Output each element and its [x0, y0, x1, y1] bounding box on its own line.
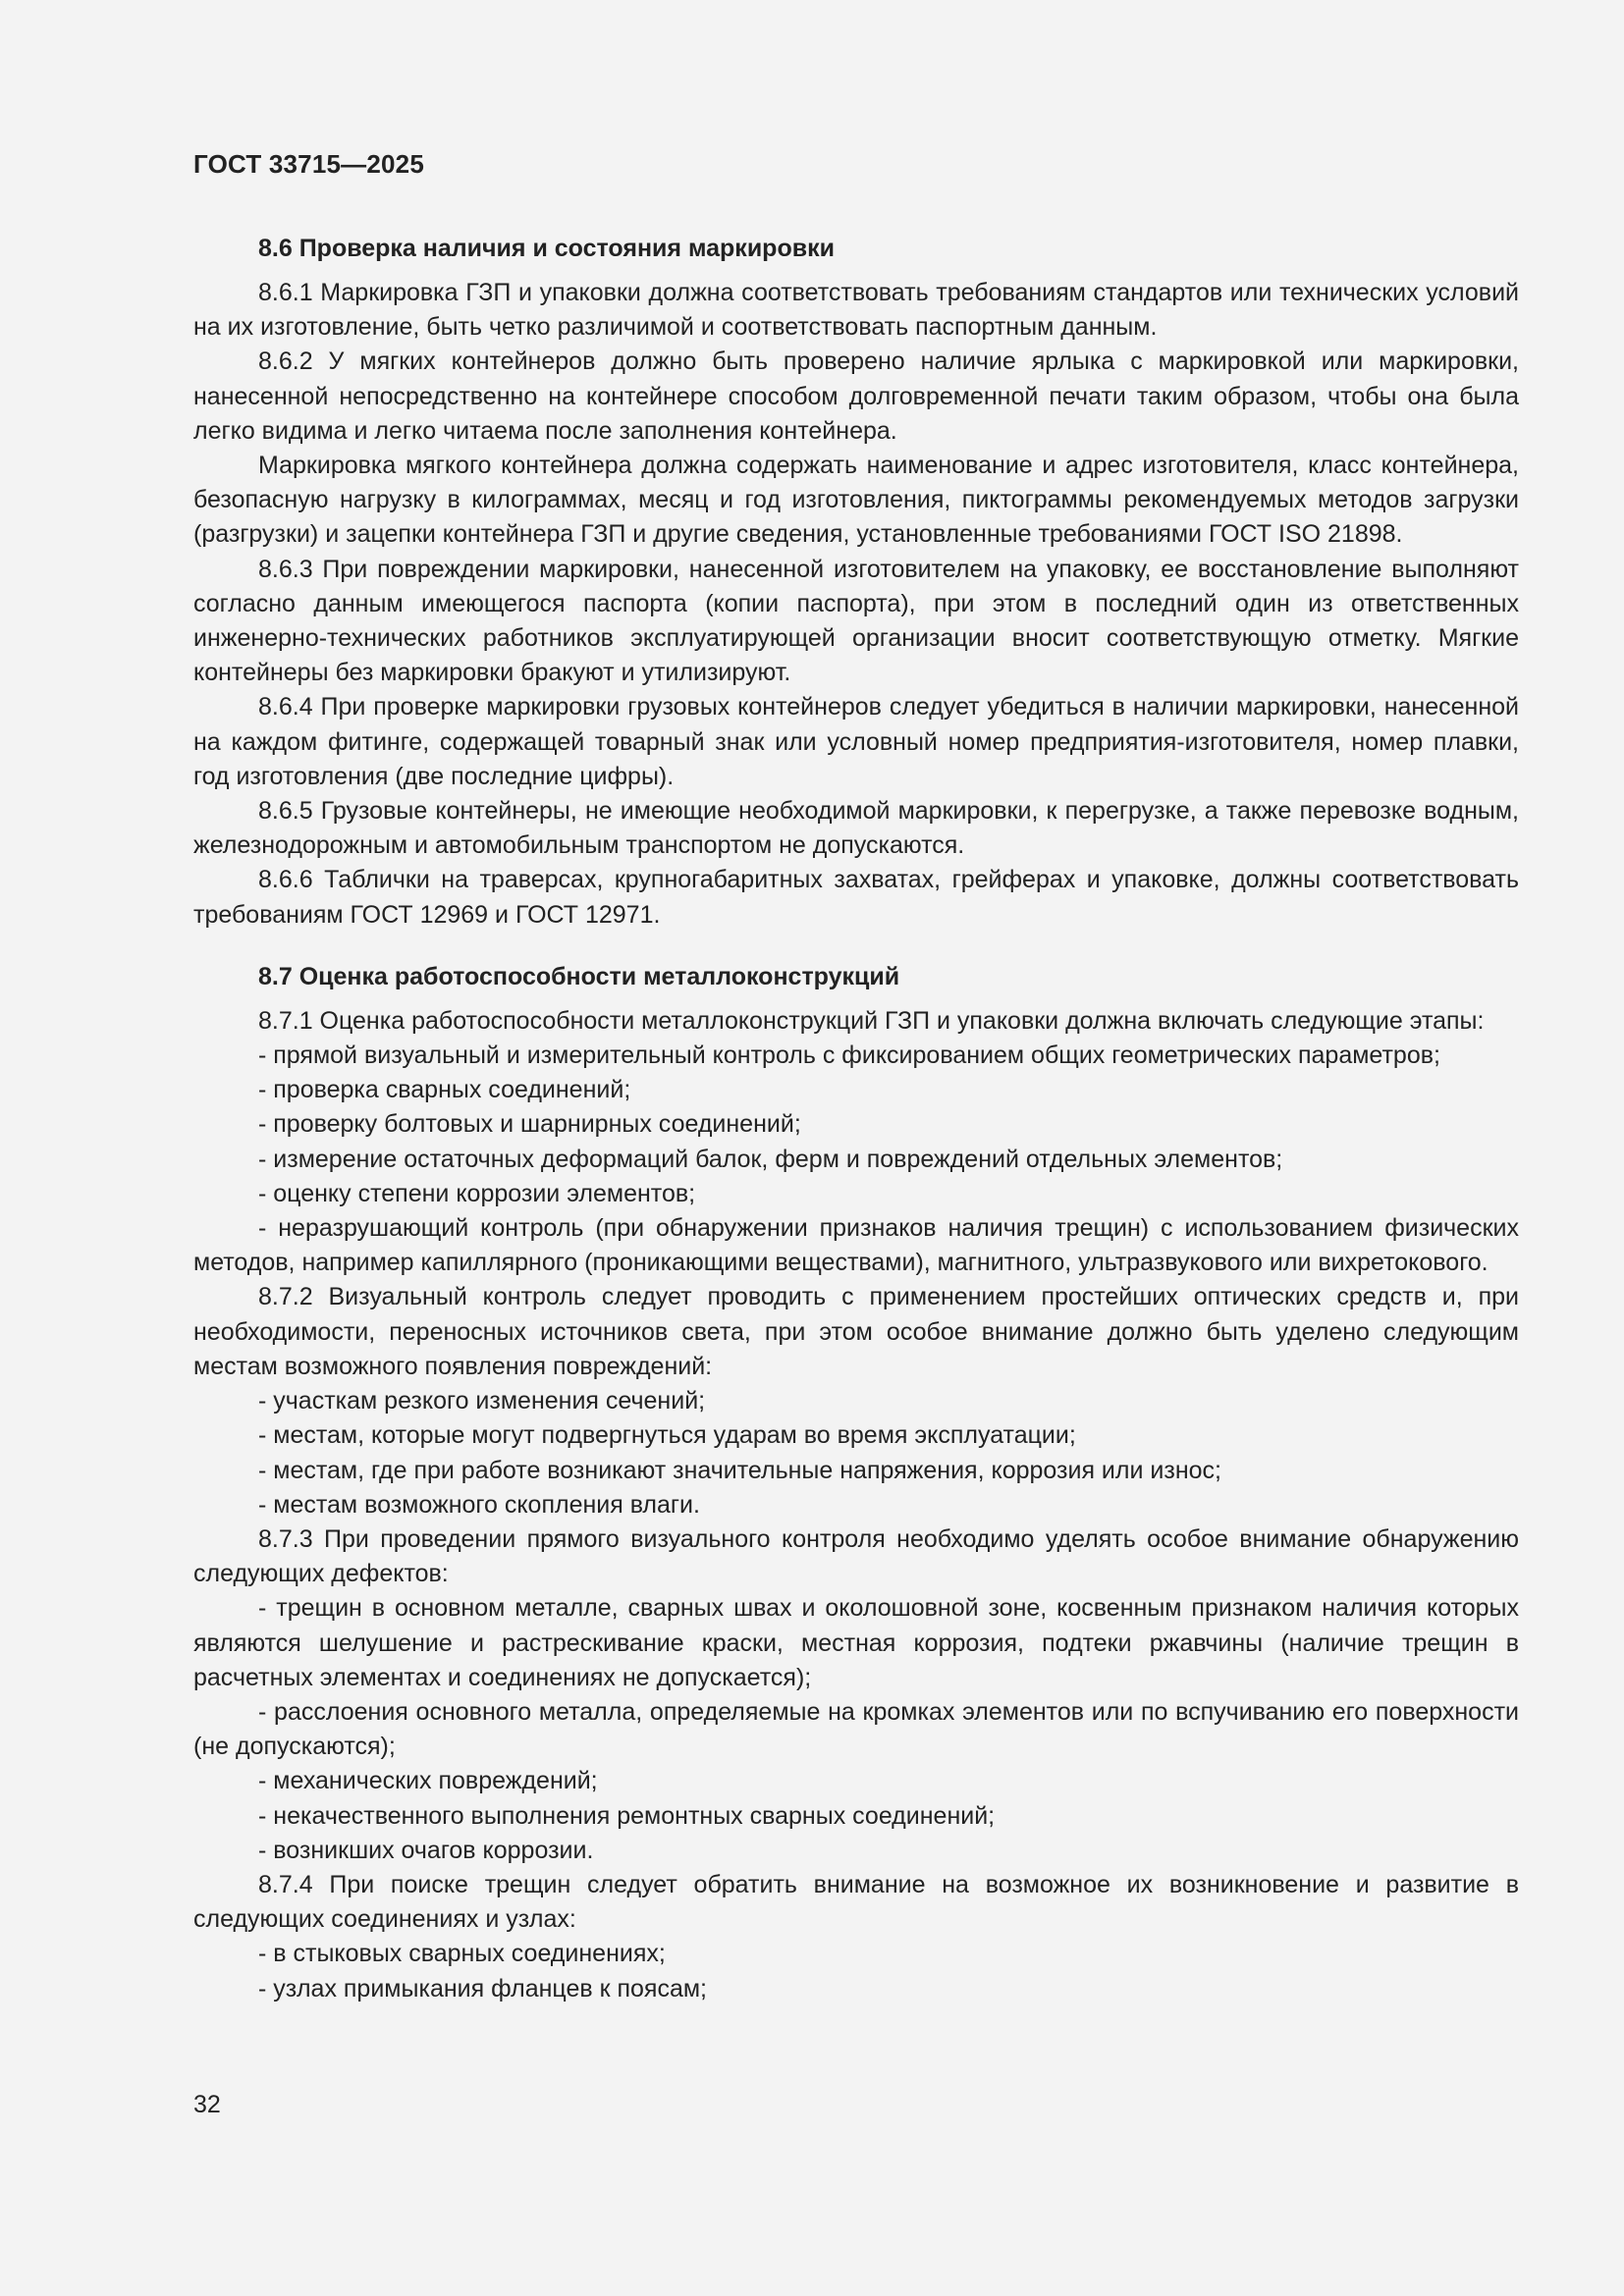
list-item: - измерение остаточных деформаций балок, ферм и повреждений отдельных элементов; [258, 1145, 1283, 1173]
list-item: - местам, где при работе возникают значительные напряжения, коррозия или износ; [258, 1456, 1221, 1484]
paragraph-8-6-1: 8.6.1 Маркировка ГЗП и упаковки должна соответствовать требованиям стандартов или технических условий на их изготовление, быть четко различимой и соответствовать паспортным данным. [193, 279, 1519, 342]
list-item: - узлах примыкания фланцев к поясам; [258, 1974, 707, 2002]
paragraph-8-6-6: 8.6.6 Таблички на траверсах, крупногабаритных захватах, грейферах и упаковке, должны соответствовать требованиям ГОСТ 12969 и ГОСТ 12971. [193, 866, 1519, 929]
list-item: - местам возможного скопления влаги. [258, 1490, 700, 1519]
paragraph-8-6-2: 8.6.2 У мягких контейнеров должно быть проверено наличие ярлыка с маркировкой или маркировки, нанесенной непосредственно на контейнере способом долговременной печати таким образом, чтобы она была легко видима и легко читаема после заполнения контейнера. [193, 347, 1519, 445]
paragraph-8-7-3: 8.7.3 При проведении прямого визуального контроля необходимо уделять особое внимание обнаружению следующих дефектов: [193, 1524, 1519, 1588]
section-heading-8-7: 8.7 Оценка работоспособности металлоконструкций [258, 962, 900, 990]
paragraph-8-6-4: 8.6.4 При проверке маркировки грузовых контейнеров следует убедиться в наличии маркировки, нанесенной на каждом фитинге, содержащей товарный знак или условный номер предприятия-изготовителя, номер плавки, год изготовления (две последние цифры). [193, 693, 1519, 790]
page-number: 32 [193, 2091, 221, 2118]
list-item: - возникших очагов коррозии. [258, 1836, 594, 1864]
paragraph-8-6-5: 8.6.5 Грузовые контейнеры, не имеющие необходимой маркировки, к перегрузке, а также перевозке водным, железнодорожным и автомобильным транспортом не допускаются. [193, 797, 1519, 860]
list-item: - неразрушающий контроль (при обнаружении признаков наличия трещин) с использованием физических методов, например капиллярного (проникающими веществами), магнитного, ультразвукового или вихретокового. [193, 1214, 1519, 1277]
paragraph-8-6-3: 8.6.3 При повреждении маркировки, нанесенной изготовителем на упаковку, ее восстановление выполняют согласно данным имеющегося паспорта (копии паспорта), при этом в последний один из ответственных инженерно-технических работников эксплуатирующей организации вносит соответствующую отметку. Мягкие контейнеры без маркировки бракуют и утилизируют. [193, 555, 1519, 687]
list-item: - участкам резкого изменения сечений; [258, 1387, 706, 1415]
list-item: - оценку степени коррозии элементов; [258, 1179, 696, 1207]
section-heading-8-6: 8.6 Проверка наличия и состояния маркировки [258, 235, 835, 262]
paragraph-8-7-2: 8.7.2 Визуальный контроль следует проводить с применением простейших оптических средств и, при необходимости, переносных источников света, при этом особое внимание должно быть уделено следующим местам возможного появления повреждений: [193, 1283, 1519, 1380]
list-item: - механических повреждений; [258, 1767, 598, 1795]
list-item: - расслоения основного металла, определяемые на кромках элементов или по вспучиванию его поверхности (не допускаются); [193, 1697, 1519, 1761]
list-item: - проверку болтовых и шарнирных соединений; [258, 1110, 801, 1139]
list-item: - некачественного выполнения ремонтных сварных соединений; [258, 1801, 996, 1830]
paragraph-8-6-2-cont: Маркировка мягкого контейнера должна содержать наименование и адрес изготовителя, класс контейнера, безопасную нагрузку в килограммах, месяц и год изготовления, пиктограммы рекомендуемых методов загрузки (разгрузки) и зацепки контейнера ГЗП и другие сведения, установленные требованиями ГОСТ ISO 21898. [193, 452, 1519, 549]
paragraph-8-7-4: 8.7.4 При поиске трещин следует обратить внимание на возможное их возникновение и развитие в следующих соединениях и узлах: [193, 1870, 1519, 1934]
list-item: - трещин в основном металле, сварных швах и околошовной зоне, косвенным признаком наличия которых являются шелушение и растрескивание краски, местная коррозия, подтеки ржавчины (наличие трещин в расчетных элементах и соединениях не допускается); [193, 1594, 1519, 1691]
document-body [193, 232, 1519, 2006]
paragraph-8-7-1: 8.7.1 Оценка работоспособности металлоконструкций ГЗП и упаковки должна включать следующие этапы: [258, 1006, 1485, 1035]
list-item: - проверка сварных соединений; [258, 1076, 631, 1104]
list-item: - прямой визуальный и измерительный контроль с фиксированием общих геометрических параметров; [258, 1041, 1440, 1070]
list-item: - в стыковых сварных соединениях; [258, 1940, 666, 1968]
document-header: ГОСТ 33715—2025 [193, 149, 424, 179]
list-item: - местам, которые могут подвергнуться ударам во время эксплуатации; [258, 1421, 1076, 1450]
